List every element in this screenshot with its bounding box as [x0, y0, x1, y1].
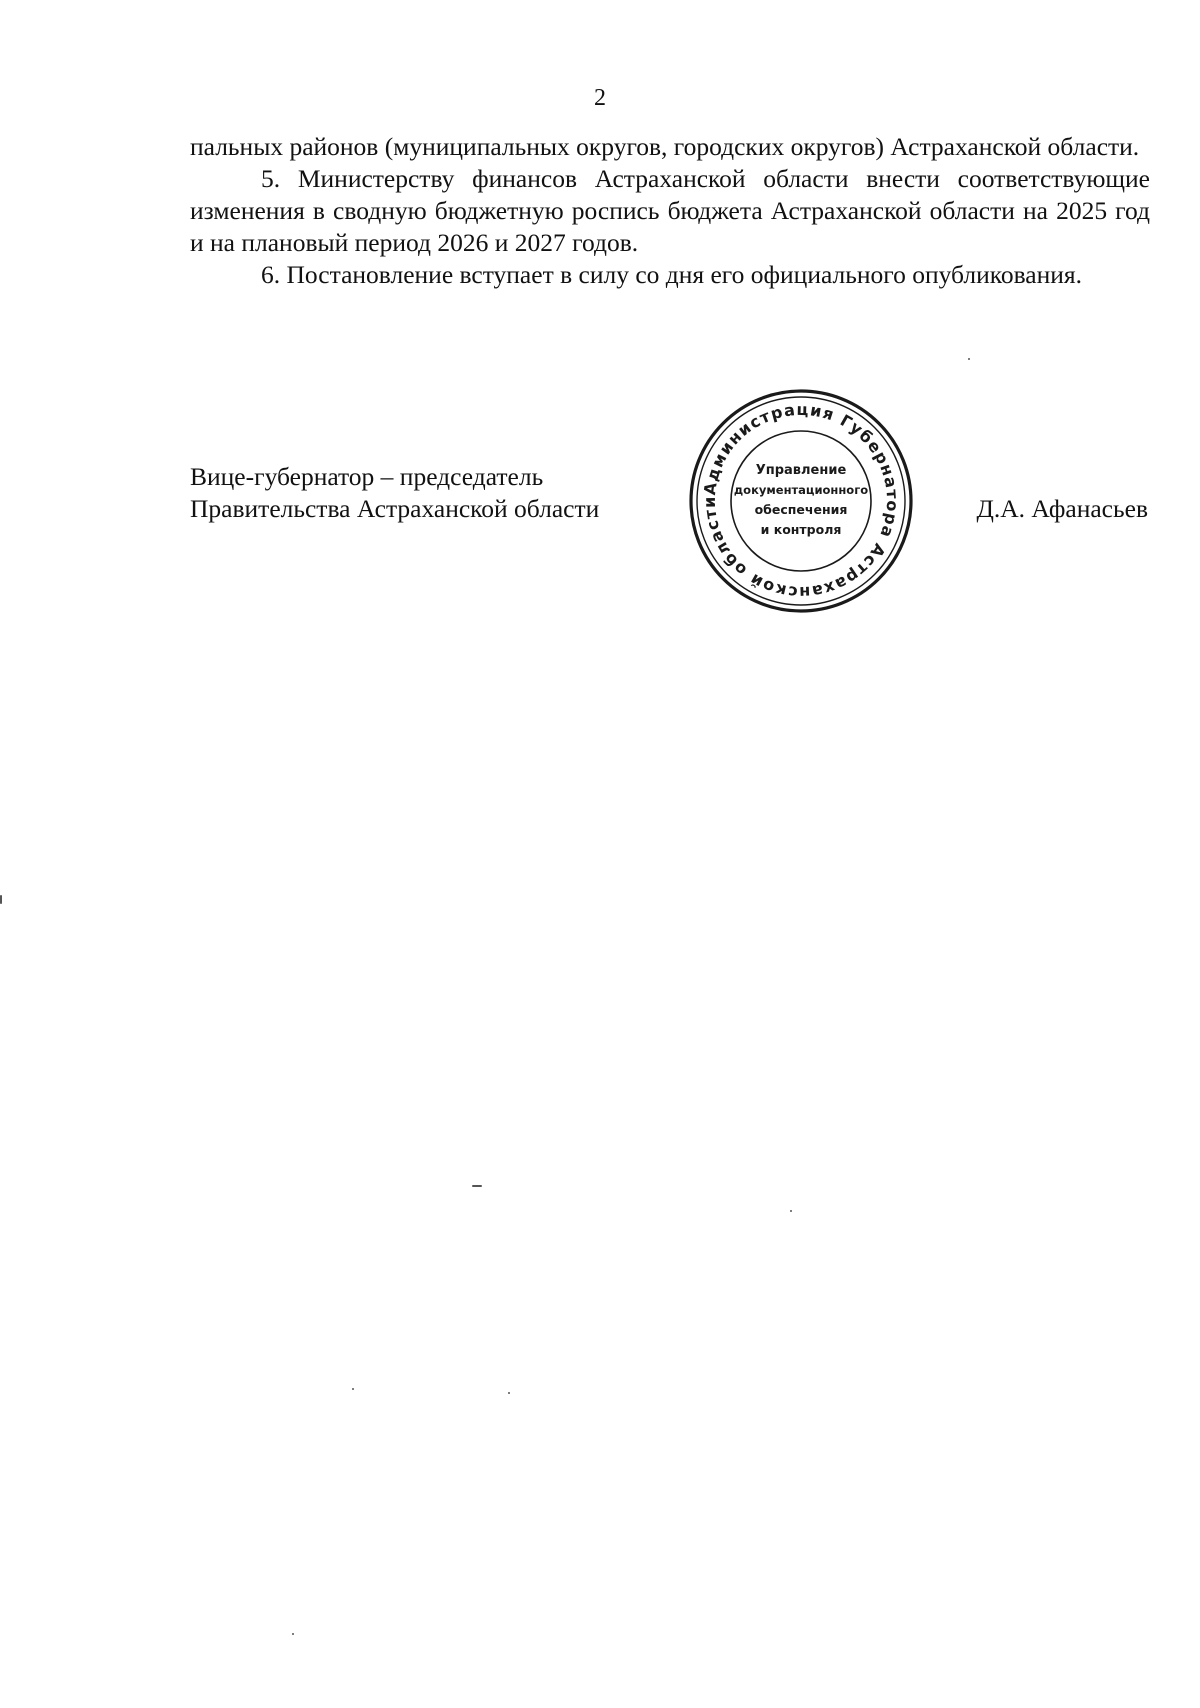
scan-speck — [968, 358, 970, 360]
signatory-position-line-2: Правительства Астраханской области — [190, 494, 600, 523]
scan-speck — [292, 1633, 294, 1635]
signatory-position — [190, 461, 599, 525]
stamp-inner-line-3: обеспечения — [754, 502, 848, 517]
stamp-outer-text: Администрация Губернатора Астраханской области — [699, 399, 903, 603]
scan-speck — [508, 1392, 510, 1394]
page-number: 2 — [594, 85, 606, 111]
official-stamp — [686, 386, 916, 616]
paragraph-item-6: 6. Постановление вступает в силу со дня его официального опубликования. — [261, 260, 1082, 289]
signatory-position-line-1: Вице-губернатор – председатель — [190, 462, 544, 491]
signatory-name: Д.А. Афанасьев — [976, 494, 1148, 523]
stamp-inner-line-2: документационного — [733, 483, 869, 497]
paragraph-continuation: пальных районов (муниципальных округов, городских округов) Астраханской области. — [190, 132, 1140, 161]
stamp-inner-line-1: Управление — [755, 463, 847, 478]
document-body — [190, 131, 1150, 291]
scan-speck — [0, 895, 2, 904]
paragraph-item-5: 5. Министерству финансов Астраханской области внести соответствующие изменения в сводную бюджетную роспись бюджета Астраханской области на 2025 год и на плановый период 2026 и 2027 годов. — [190, 164, 1150, 257]
stamp-inner-line-4: и контроля — [760, 522, 842, 537]
scan-speck — [790, 1210, 792, 1212]
scan-speck — [472, 1185, 482, 1187]
scan-speck — [352, 1388, 354, 1390]
